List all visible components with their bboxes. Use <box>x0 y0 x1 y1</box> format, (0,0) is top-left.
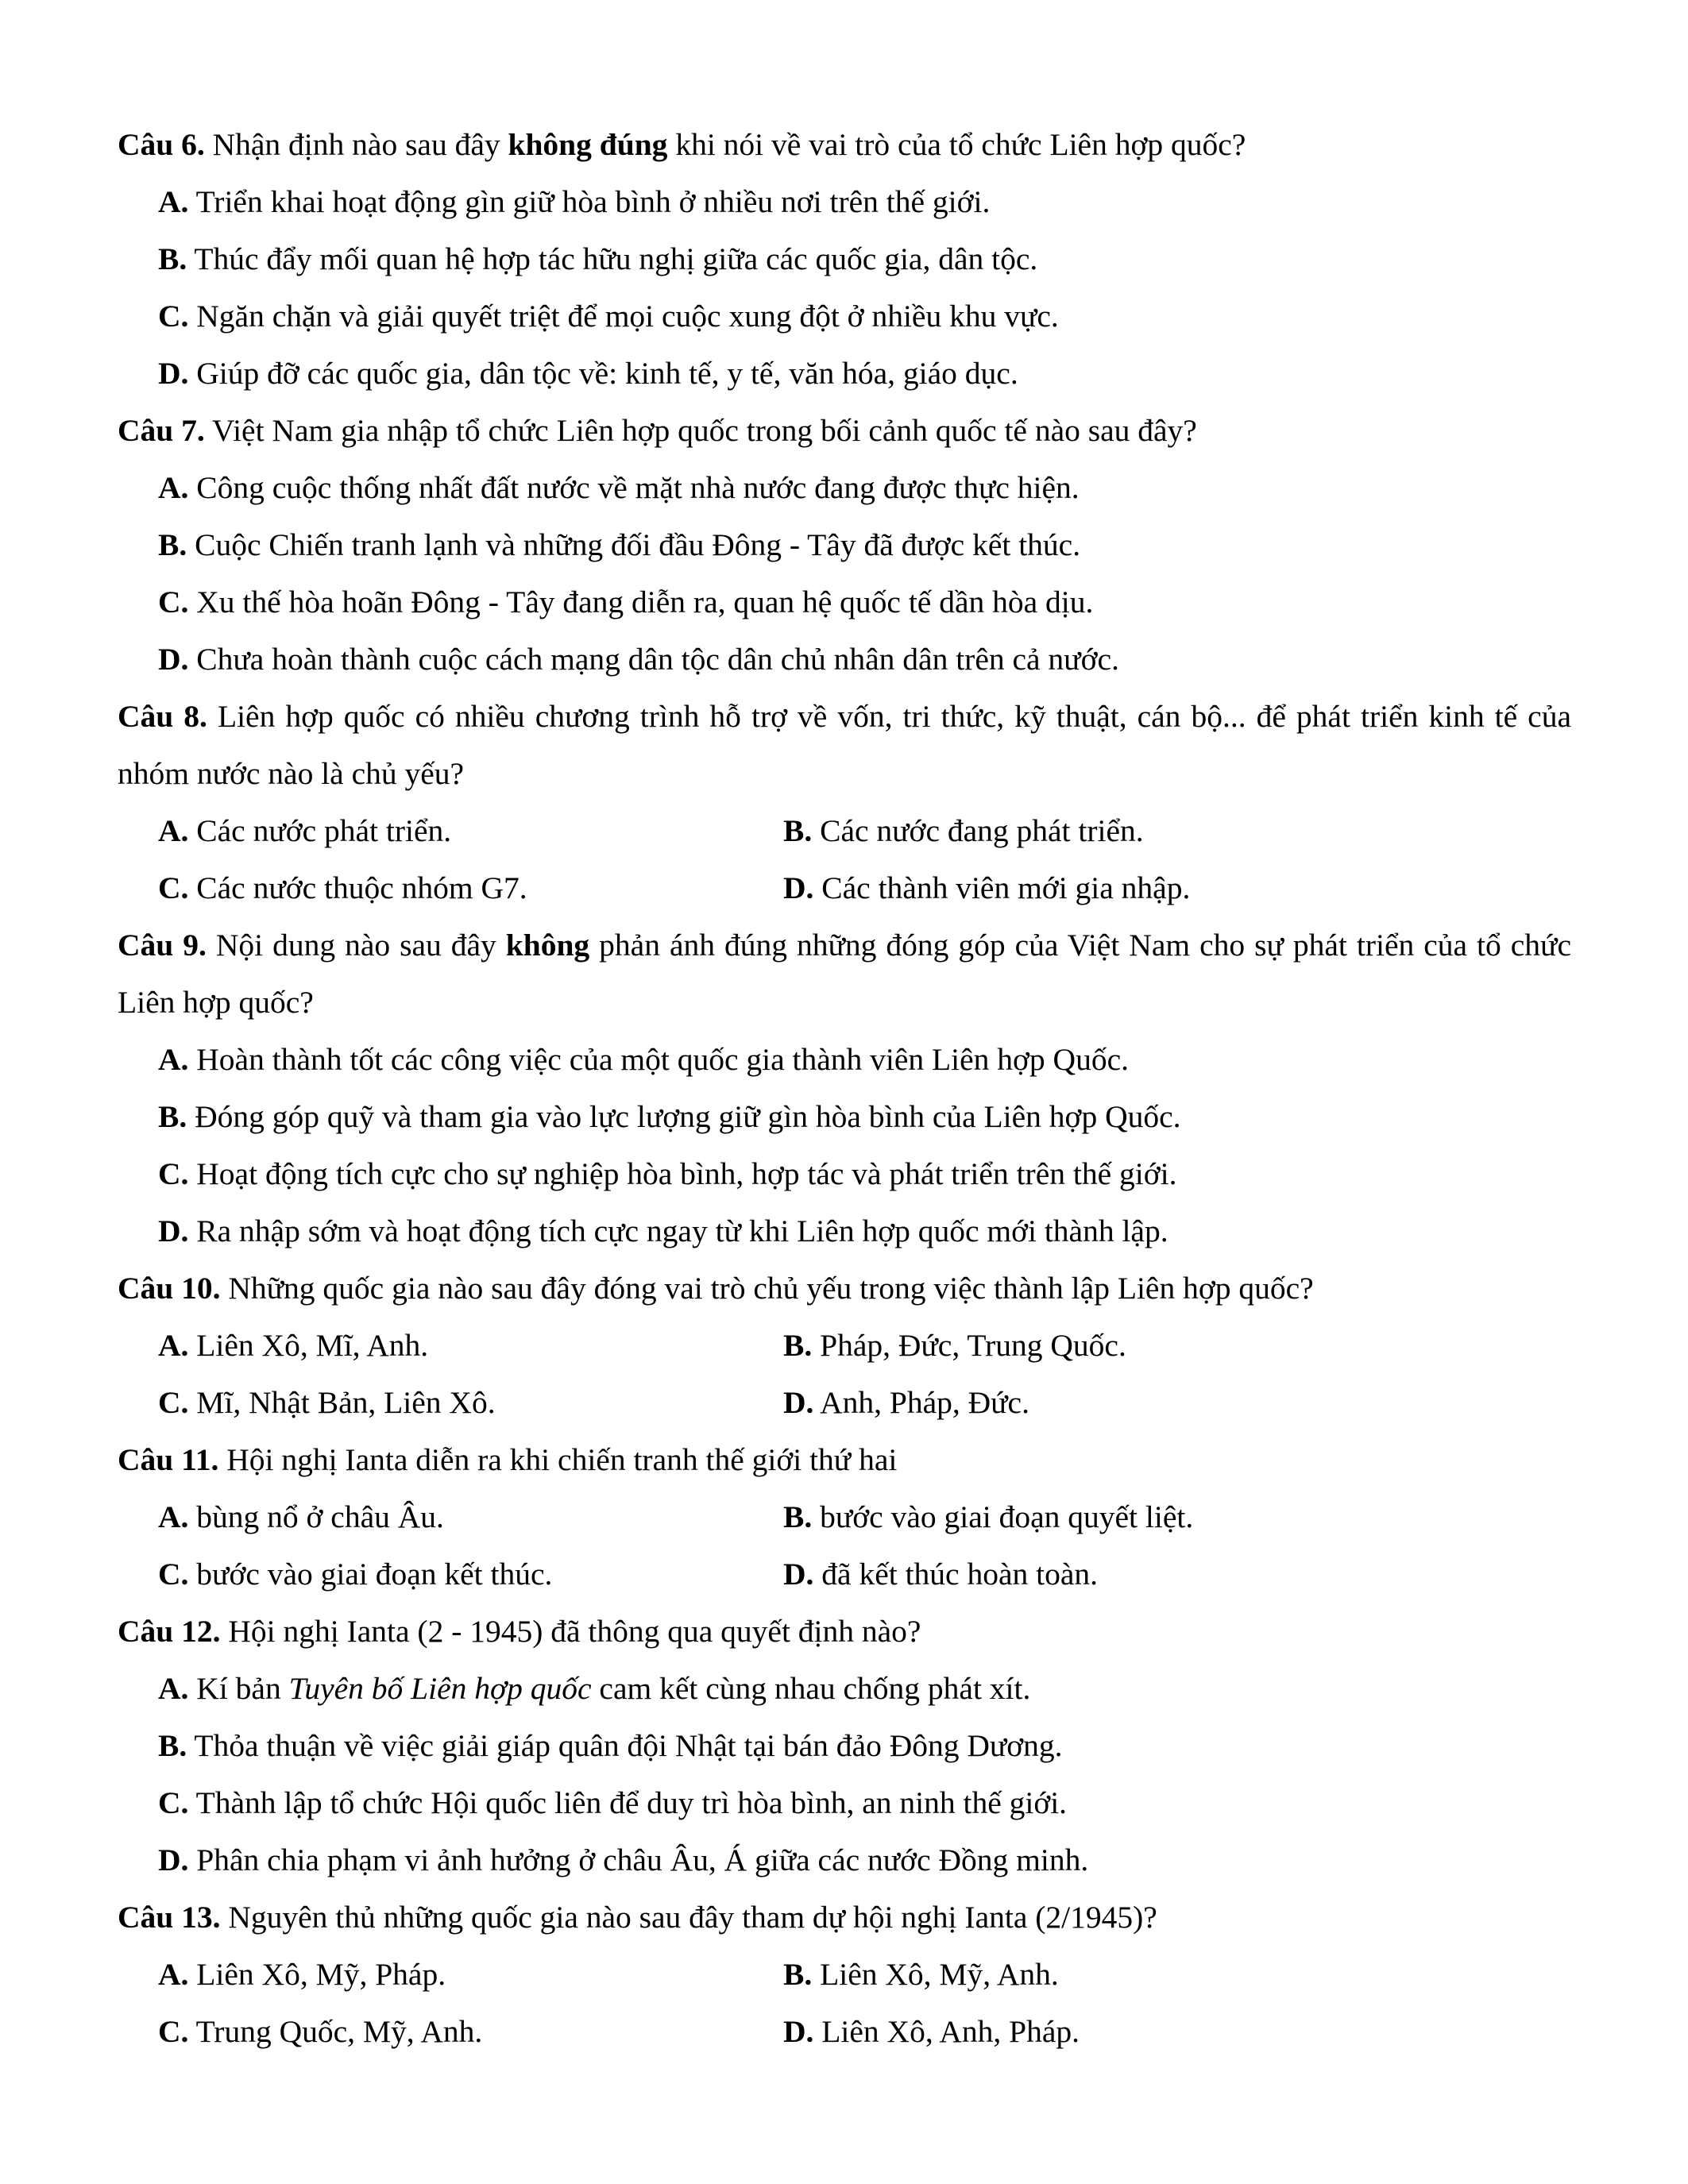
option-letter: C. <box>158 2014 189 2049</box>
option-letter: A. <box>158 1499 189 1534</box>
question-emphasis: không <box>505 928 590 963</box>
question-text: Những quốc gia nào sau đây đóng vai trò chủ yếu trong việc thành lập Liên hợp quốc? <box>220 1271 1314 1306</box>
option-text: Hoàn thành tốt các công việc của một quốc gia thành viên Liên hợp Quốc. <box>188 1042 1129 1077</box>
question-text: Hội nghị Ianta diễn ra khi chiến tranh thế giới thứ hai <box>218 1442 898 1477</box>
question-label: Câu 8. <box>118 699 207 734</box>
option-letter: D. <box>158 1843 189 1877</box>
question-label: Câu 13. <box>118 1900 221 1935</box>
option-a <box>118 1946 743 2003</box>
question-8 <box>118 688 1571 802</box>
option-text: Liên Xô, Mỹ, Anh. <box>812 1957 1059 1992</box>
option-letter: B. <box>158 241 187 276</box>
option-letter: B. <box>158 1728 187 1763</box>
option-text: Phân chia phạm vi ảnh hưởng ở châu Âu, Á giữa các nước Đồng minh. <box>188 1843 1089 1877</box>
question-label: Câu 7. <box>118 413 205 448</box>
option-letter: B. <box>158 527 187 562</box>
option-b <box>118 230 1571 287</box>
option-a <box>118 1660 1571 1717</box>
option-text: Cuộc Chiến tranh lạnh và những đối đầu Đông - Tây đã được kết thúc. <box>187 527 1081 562</box>
option-d <box>743 1374 1029 1431</box>
option-text: Kí bản <box>188 1671 289 1706</box>
option-c <box>118 573 1571 631</box>
option-text: Thúc đẩy mối quan hệ hợp tác hữu nghị giữa các quốc gia, dân tộc. <box>187 241 1038 276</box>
option-letter: A. <box>158 470 189 505</box>
option-text: Triển khai hoạt động gìn giữ hòa bình ở nhiều nơi trên thế giới. <box>188 184 991 219</box>
option-c <box>118 1374 743 1431</box>
option-letter: D. <box>158 1214 189 1248</box>
option-italic-title: Tuyên bố Liên hợp quốc <box>288 1671 592 1706</box>
option-a <box>118 802 743 859</box>
option-letter: C. <box>158 299 189 334</box>
question-label: Câu 12. <box>118 1614 221 1649</box>
option-row <box>118 1374 1571 1431</box>
option-b <box>743 802 1144 859</box>
option-c <box>118 1774 1571 1831</box>
option-letter: A. <box>158 1042 189 1077</box>
option-a <box>118 1488 743 1545</box>
option-row <box>118 1545 1571 1603</box>
question-11 <box>118 1431 1571 1488</box>
option-text: Công cuộc thống nhất đất nước về mặt nhà nước đang được thực hiện. <box>188 470 1080 505</box>
option-d <box>743 859 1190 916</box>
option-letter: A. <box>158 1957 189 1992</box>
option-text: đã kết thúc hoàn toàn. <box>813 1557 1098 1592</box>
option-a <box>118 459 1571 516</box>
option-letter: C. <box>158 585 189 619</box>
option-text: Pháp, Đức, Trung Quốc. <box>812 1328 1126 1363</box>
option-letter: D. <box>783 1385 814 1420</box>
option-b <box>743 1488 1193 1545</box>
option-text: Anh, Pháp, Đức. <box>813 1385 1029 1420</box>
question-10 <box>118 1260 1571 1317</box>
option-row <box>118 1488 1571 1545</box>
option-text: Thỏa thuận về việc giải giáp quân đội Nhật tại bán đảo Đông Dương. <box>187 1728 1063 1763</box>
question-text: Liên hợp quốc có nhiều chương trình hỗ trợ về vốn, tri thức, kỹ thuật, cán bộ... để phát triển kinh tế của nhóm nước nào là chủ yếu? <box>118 699 1571 791</box>
option-letter: C. <box>158 1557 189 1592</box>
option-a <box>118 173 1571 230</box>
option-b <box>118 516 1571 573</box>
option-text: bước vào giai đoạn quyết liệt. <box>812 1499 1194 1534</box>
question-text: Nhận định nào sau đây <box>204 127 508 162</box>
question-label: Câu 10. <box>118 1271 221 1306</box>
option-text: Xu thế hòa hoãn Đông - Tây đang diễn ra, quan hệ quốc tế dần hòa dịu. <box>188 585 1094 619</box>
option-letter: B. <box>158 1099 187 1134</box>
option-letter: C. <box>158 870 189 905</box>
option-text: Hoạt động tích cực cho sự nghiệp hòa bình, hợp tác và phát triển trên thế giới. <box>188 1156 1177 1191</box>
question-text: Việt Nam gia nhập tổ chức Liên hợp quốc trong bối cảnh quốc tế nào sau đây? <box>204 413 1197 448</box>
option-text: Liên Xô, Mĩ, Anh. <box>188 1328 429 1363</box>
option-d <box>118 1202 1571 1260</box>
option-text: Liên Xô, Anh, Pháp. <box>813 2014 1080 2049</box>
option-text: Trung Quốc, Mỹ, Anh. <box>188 2014 483 2049</box>
option-letter: D. <box>158 642 189 677</box>
option-b <box>743 1946 1059 2003</box>
question-label: Câu 9. <box>118 928 207 963</box>
option-row <box>118 1317 1571 1374</box>
option-text: Các thành viên mới gia nhập. <box>813 870 1191 905</box>
option-letter: A. <box>158 1671 189 1706</box>
option-d <box>743 2003 1080 2060</box>
option-letter: B. <box>783 1957 813 1992</box>
option-letter: D. <box>783 1557 814 1592</box>
question-emphasis: không đúng <box>508 127 668 162</box>
option-text: Liên Xô, Mỹ, Pháp. <box>188 1957 446 1992</box>
exam-page <box>118 116 1571 2060</box>
question-13 <box>118 1889 1571 1946</box>
option-letter: A. <box>158 184 189 219</box>
option-text: Giúp đỡ các quốc gia, dân tộc về: kinh tế, y tế, văn hóa, giáo dục. <box>188 356 1018 391</box>
option-d <box>118 1831 1571 1889</box>
question-text: Nguyên thủ những quốc gia nào sau đây tham dự hội nghị Ianta (2/1945)? <box>220 1900 1157 1935</box>
option-text: Chưa hoàn thành cuộc cách mạng dân tộc dân chủ nhân dân trên cả nước. <box>188 642 1119 677</box>
option-b <box>743 1317 1126 1374</box>
option-b <box>118 1717 1571 1774</box>
option-c <box>118 287 1571 345</box>
option-text: Các nước thuộc nhóm G7. <box>188 870 527 905</box>
option-a <box>118 1031 1571 1088</box>
option-d <box>118 631 1571 688</box>
question-12 <box>118 1603 1571 1660</box>
option-letter: D. <box>783 2014 814 2049</box>
option-letter: D. <box>783 870 814 905</box>
option-c <box>118 1145 1571 1202</box>
option-letter: C. <box>158 1785 189 1820</box>
option-c <box>118 1545 743 1603</box>
question-label: Câu 6. <box>118 127 205 162</box>
option-letter: B. <box>783 1499 813 1534</box>
question-text: khi nói về vai trò của tổ chức Liên hợp quốc? <box>667 127 1246 162</box>
option-letter: B. <box>783 1328 813 1363</box>
option-d <box>743 1545 1098 1603</box>
question-text: Nội dung nào sau đây <box>206 928 506 963</box>
option-a <box>118 1317 743 1374</box>
option-text: Đóng góp quỹ và tham gia vào lực lượng giữ gìn hòa bình của Liên hợp Quốc. <box>187 1099 1181 1134</box>
option-text: bùng nổ ở châu Âu. <box>188 1499 444 1534</box>
option-text: Ra nhập sớm và hoạt động tích cực ngay từ khi Liên hợp quốc mới thành lập. <box>188 1214 1168 1248</box>
option-text: cam kết cùng nhau chống phát xít. <box>591 1671 1031 1706</box>
option-letter: A. <box>158 813 189 848</box>
option-text: Mĩ, Nhật Bản, Liên Xô. <box>188 1385 496 1420</box>
question-text: phản ánh đúng những đóng góp của Việt Nam cho sự phát triển của tổ chức Liên hợp quốc? <box>118 928 1571 1020</box>
option-letter: D. <box>158 356 189 391</box>
option-b <box>118 1088 1571 1145</box>
question-9 <box>118 916 1571 1031</box>
question-text: Hội nghị Ianta (2 - 1945) đã thông qua quyết định nào? <box>220 1614 921 1649</box>
option-letter: A. <box>158 1328 189 1363</box>
question-6 <box>118 116 1571 173</box>
option-text: Ngăn chặn và giải quyết triệt để mọi cuộc xung đột ở nhiều khu vực. <box>188 299 1059 334</box>
option-row <box>118 1946 1571 2003</box>
option-letter: C. <box>158 1156 189 1191</box>
option-row <box>118 859 1571 916</box>
question-label: Câu 11. <box>118 1442 219 1477</box>
option-text: Thành lập tổ chức Hội quốc liên để duy trì hòa bình, an ninh thế giới. <box>188 1785 1068 1820</box>
option-text: Các nước đang phát triển. <box>812 813 1144 848</box>
option-c <box>118 2003 743 2060</box>
option-letter: C. <box>158 1385 189 1420</box>
question-7 <box>118 402 1571 459</box>
option-row <box>118 2003 1571 2060</box>
option-text: Các nước phát triển. <box>188 813 452 848</box>
option-c <box>118 859 743 916</box>
option-letter: B. <box>783 813 813 848</box>
option-row <box>118 802 1571 859</box>
option-text: bước vào giai đoạn kết thúc. <box>188 1557 553 1592</box>
option-d <box>118 345 1571 402</box>
